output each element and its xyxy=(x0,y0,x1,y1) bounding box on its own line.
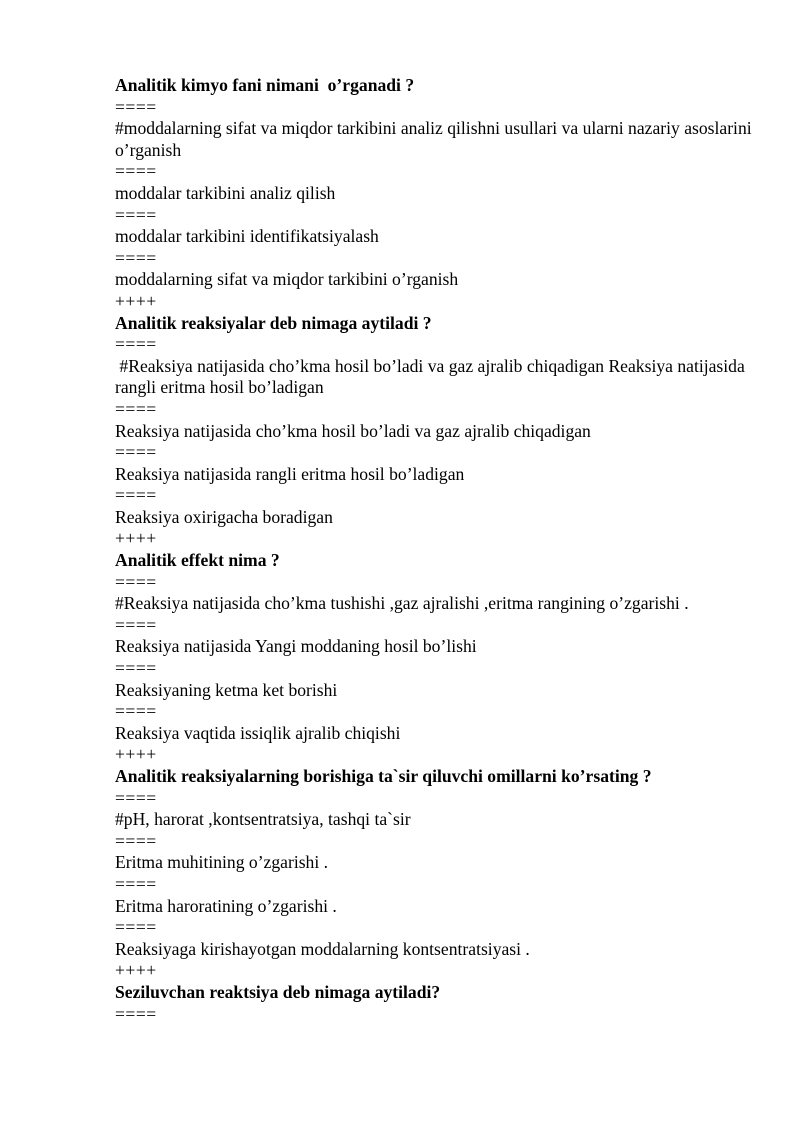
answer-option: Eritma haroratining o’zgarishi . xyxy=(115,895,337,916)
answer-option: Reaksiya vaqtida issiqlik ajralib chiqishi xyxy=(115,722,401,743)
separator: ==== xyxy=(115,1003,157,1024)
answer-option: Reaksiya oxirigacha boradigan xyxy=(115,506,333,527)
question-end-marker: ++++ xyxy=(115,290,157,311)
question-2: Analitik reaksiyalar deb nimaga aytiladi ? xyxy=(115,312,432,333)
answer-option: moddalarning sifat va miqdor tarkibini o’rganish xyxy=(115,269,459,290)
question-end-marker: ++++ xyxy=(115,960,157,981)
separator: ==== xyxy=(115,161,157,182)
answer-option: Eritma muhitining o’zgarishi . xyxy=(115,852,329,873)
answer-option: #moddalarning sifat va miqdor tarkibini analiz qilishni usullari va ularni nazariy asoslarini o’rganish xyxy=(115,118,757,160)
separator: ==== xyxy=(115,247,157,268)
answer-option: Reaksiya natijasida Yangi moddaning hosil bo’lishi xyxy=(115,636,477,657)
question-5: Seziluvchan reaktsiya deb nimaga aytiladi? xyxy=(115,981,441,1002)
answer-option: moddalar tarkibini analiz qilish xyxy=(115,182,336,203)
separator: ==== xyxy=(115,917,157,938)
answer-option: #Reaksiya natijasida cho’kma tushishi ,gaz ajralishi ,eritma rangining o’zgarishi . xyxy=(115,593,689,614)
separator: ==== xyxy=(115,485,157,506)
question-3: Analitik effekt nima ? xyxy=(115,550,280,571)
question-end-marker: ++++ xyxy=(115,528,157,549)
separator: ==== xyxy=(115,204,157,225)
separator: ==== xyxy=(115,830,157,851)
separator: ==== xyxy=(115,442,157,463)
separator: ==== xyxy=(115,96,157,117)
answer-option: Reaksiya natijasida rangli eritma hosil bo’ladigan xyxy=(115,463,465,484)
answer-option: Reaksiyaning ketma ket borishi xyxy=(115,679,338,700)
document-page xyxy=(115,75,755,1025)
answer-option: #pH, harorat ,kontsentratsiya, tashqi ta`sir xyxy=(115,809,411,830)
answer-option: moddalar tarkibini identifikatsiyalash xyxy=(115,226,379,247)
question-end-marker: ++++ xyxy=(115,744,157,765)
answer-option: Reaksiya natijasida cho’kma hosil bo’ladi va gaz ajralib chiqadigan xyxy=(115,420,591,441)
question-1: Analitik kimyo fani nimani o’rganadi ? xyxy=(115,75,415,95)
separator: ==== xyxy=(115,787,157,808)
separator: ==== xyxy=(115,873,157,894)
separator: ==== xyxy=(115,658,157,679)
answer-option: Reaksiyaga kirishayotgan moddalarning kontsentratsiyasi . xyxy=(115,938,530,959)
separator: ==== xyxy=(115,614,157,635)
separator: ==== xyxy=(115,571,157,592)
separator: ==== xyxy=(115,701,157,722)
separator: ==== xyxy=(115,398,157,419)
separator: ==== xyxy=(115,334,157,355)
answer-option: #Reaksiya natijasida cho’kma hosil bo’ladi va gaz ajralib chiqadigan Reaksiya natijasida rangli eritma hosil bo’ladigan xyxy=(115,355,750,398)
question-4: Analitik reaksiyalarning borishiga ta`sir qiluvchi omillarni ko’rsating ? xyxy=(115,766,652,786)
